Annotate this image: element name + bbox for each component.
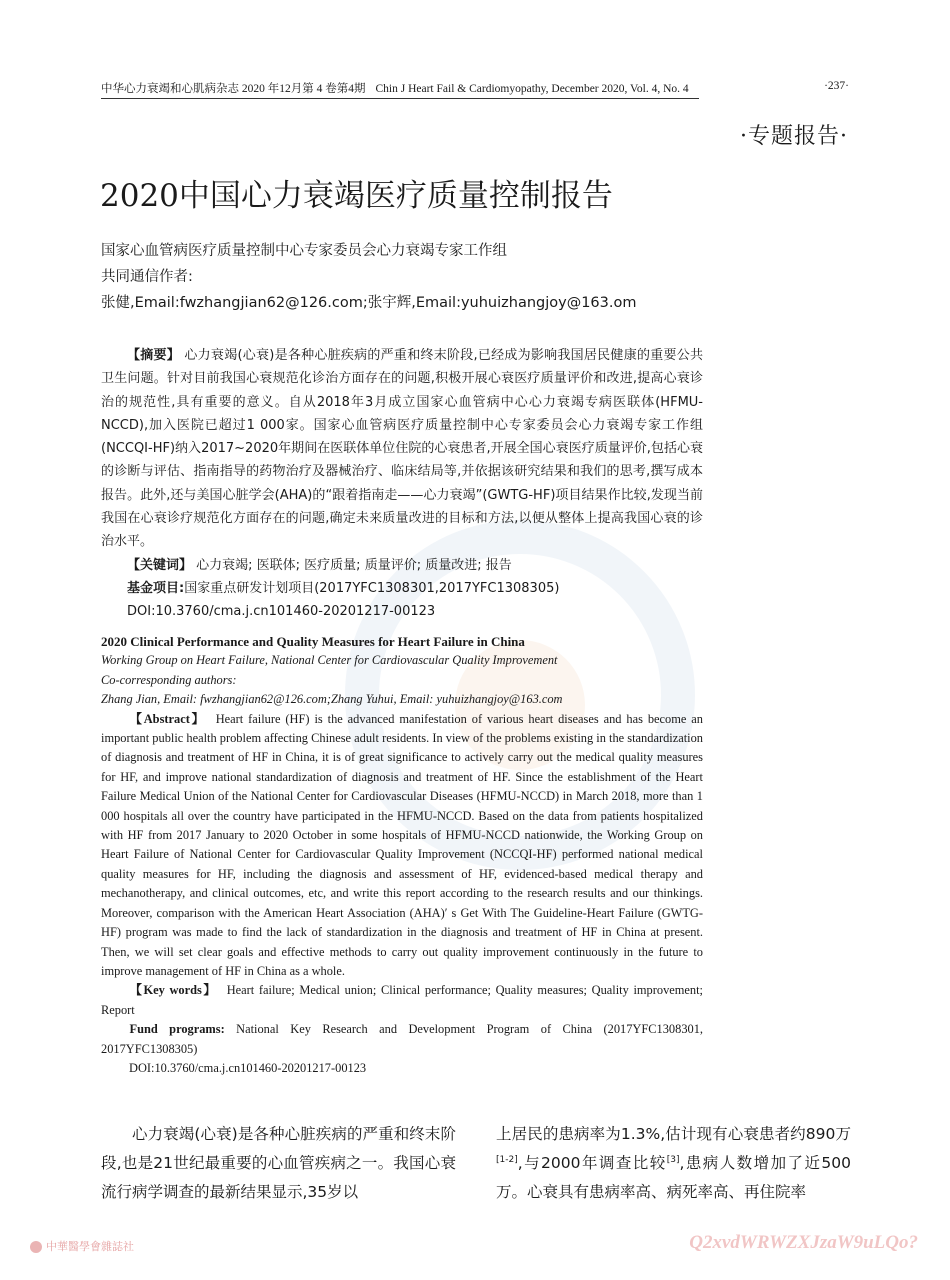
- english-corr-label: Co-corresponding authors:: [101, 672, 237, 687]
- doi-cn: DOI:10.3760/cma.j.cn101460-20201217-00123: [127, 604, 436, 620]
- body-paragraph-continued: 上居民的患病率为1.3%,估计现有心衰患者约890万[1-2],与2000年调查比较[3],患病人数增加了近500万。心衰具有患病率高、病死率高、再住院率: [496, 1125, 852, 1201]
- running-header: [101, 80, 849, 102]
- doi-en: DOI:10.3760/cma.j.cn101460-20201217-00123: [129, 1060, 367, 1075]
- column-tag: ·专题报告·: [740, 124, 848, 149]
- english-fund-text: National Key Research and Development Program of China (2017YFC1308301, 2017YFC1308305): [101, 1022, 703, 1056]
- corresponding-emails: 张健,Email:fwzhangjian62@126.com;张宇辉,Email:yuhuizhangjoy@163.om: [101, 295, 637, 311]
- journal-citation: [101, 80, 699, 99]
- abstract-english: [101, 632, 703, 1078]
- fund-text: 国家重点研发计划项目(2017YFC1308301,2017YFC1308305): [184, 580, 560, 596]
- corresponding-label: 共同通信作者:: [101, 269, 193, 285]
- english-group: Working Group on Heart Failure, National Center for Cardiovascular Quality Improvement: [101, 653, 558, 668]
- abstract-text: 心力衰竭(心衰)是各种心脏疾病的严重和终末阶段,已经成为影响我国居民健康的重要公共卫生问题。针对目前我国心衰规范化诊治方面存在的问题,积极开展心衰医疗质量评价和改进,提高心衰诊治的规范性,具有重要的意义。自从2018年3月成立国家心血管病中心心力衰竭专病医联体(HFMU-NCCD),加入医院已超过1 000家。国家心血管病医疗质量控制中心专家委员会心力衰竭专家工作组(NCCQI-HF)纳入2017~2020年期间在医联体单位住院的心衰患者,开展全国心衰医疗质量评价,包括心衰的诊断与评估、指南指导的药物治疗及器械治疗、临床结局等,并依据该研究结果和我们的思考,撰写成本报告。此外,还与美国心脏学会(AHA)的“跟着指南走——心力衰竭”(GWTG-HF)项目结果作比较,发现当前我国在心衰诊疗规范化方面存在的问题,确定未来质量改进的目标和方法,以便从整体上提高我国心衰的诊治水平。: [101, 348, 703, 550]
- abstract-chinese: [101, 344, 703, 624]
- english-abstract-text: Heart failure (HF) is the advanced manifestation of various heart diseases and has become an important public health problem affecting Chinese adult residents. In view of the problems existing in the standardization of diagnosis and treatment of HF in China, it is of great significance to actively carry out the medical quality measures for HF, and improve national standardization of diagnosis and treatment of HF. Since the establishment of the Heart Failure Medical Union of the National Center for Cardiovascular Diseases (HFMU-NCCD) in March 2018, more than 1 000 hospitals all over the country have participated in the HFMU-NCCD. Based on the data from patients hospitalized with HF from 2017 January to 2020 October in some hospitals of HFMU-NCCD nationwide, the Working Group on Heart Failure of National Center for Cardiovascular Quality Improvement (NCCQI-HF) performed national medical quality measures for HF, including the diagnosis and assessment of HF, evidenced-based medical therapy and mechanotherapy, and clinical outcomes, etc, and write this report according to the research results and our thinkings. Moreover, comparison with the American Heart Association (AHA)′ s Get With The Guideline-Heart Failure (GWTG-HF) program was made to find the lack of standardization in the diagnosis and treatment of HF in China at present. Then, we will set clear goals and effective methods to carry out quality improvement continuously in the future to improve management of HF in China as a whole.: [101, 711, 703, 978]
- journal-citation-en: Chin J Heart Fail & Cardiomyopathy, December 2020, Vol. 4, No. 4: [375, 83, 689, 95]
- page-number: ·237·: [824, 80, 849, 92]
- keywords-label: 【关键词】: [127, 557, 193, 573]
- publisher-emblem-icon: [30, 1241, 42, 1253]
- fund-label: 基金项目:: [127, 580, 185, 596]
- english-title: 2020 Clinical Performance and Quality Measures for Heart Failure in China: [101, 634, 525, 649]
- english-keywords-label: 【Key words】: [129, 983, 218, 998]
- body-column-left: [101, 1120, 456, 1207]
- english-fund-label: Fund programs:: [129, 1022, 225, 1037]
- article-title: 2020中国心力衰竭医疗质量控制报告: [100, 178, 613, 214]
- body-paragraph: 心力衰竭(心衰)是各种心脏疾病的严重和终末阶段,也是21世纪最重要的心血管疾病之一。我国心衰流行病学调查的最新结果显示,35岁以: [101, 1125, 456, 1201]
- english-abstract-label: 【Abstract】: [129, 711, 206, 726]
- journal-citation-cn: 中华心力衰竭和心肌病杂志 2020 年12月第 4 卷第4期: [101, 83, 366, 95]
- author-group: 国家心血管病医疗质量控制中心专家委员会心力衰竭专家工作组: [101, 243, 507, 259]
- abstract-label: 【摘要】: [127, 348, 181, 363]
- citation-ref[interactable]: [1-2]: [496, 1154, 518, 1165]
- body-column-right: [496, 1120, 851, 1207]
- publisher-logo: 中華醫學會雜誌社: [30, 1238, 134, 1254]
- english-keywords-text: Heart failure; Medical union; Clinical performance; Quality measures; Quality improvement; Report: [101, 983, 703, 1017]
- english-emails: Zhang Jian, Email: fwzhangjian62@126.com;Zhang Yuhui, Email: yuhuizhangjoy@163.com: [101, 692, 563, 707]
- footer-watermark-code: Q2xvdWRWZXJzaW9uLQo?: [689, 1232, 918, 1253]
- author-block: [101, 238, 636, 316]
- citation-ref[interactable]: [3]: [666, 1154, 680, 1165]
- keywords-text: 心力衰竭; 医联体; 医疗质量; 质量评价; 质量改进; 报告: [196, 557, 512, 573]
